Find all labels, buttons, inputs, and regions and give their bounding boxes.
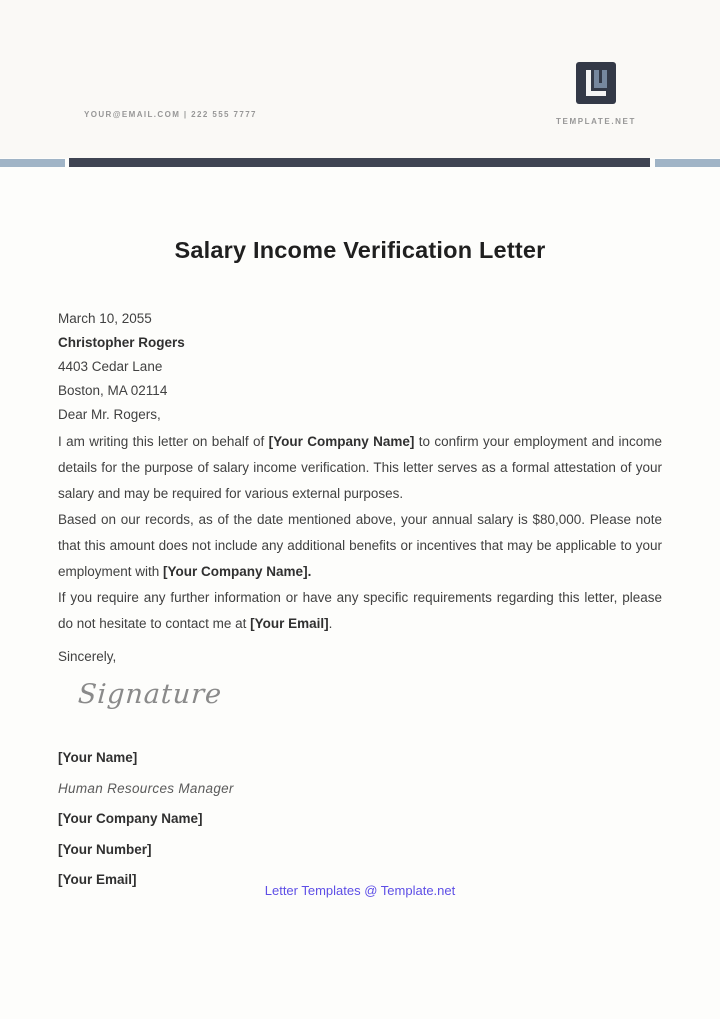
footer (0, 882, 720, 900)
signer-email: [Your Email] (58, 872, 137, 887)
signature-block (58, 743, 662, 896)
letter-paragraph: Based on our records, as of the date mentioned above, your annual salary is $80,000. Please note that this amount does not include any additional benefits or incentives that may be applicable to your employment with [Your Company Name]. (58, 512, 662, 579)
brand-name: TEMPLATE.NET (556, 117, 636, 126)
recipient-address-line2: Boston, MA 02114 (58, 383, 168, 398)
signer-name: [Your Name] (58, 750, 138, 765)
page-title: Salary Income Verification Letter (174, 237, 546, 263)
letter-paragraph: I am writing this letter on behalf of [Your Company Name] to confirm your employment and income details for the purpose of salary income verification. This letter serves as a formal attestation of your salary and may be required for various external purposes. (58, 434, 662, 501)
divider-dark-segment (69, 158, 650, 167)
brand-block (546, 62, 646, 126)
divider-left-segment (0, 159, 65, 167)
divider-bar (0, 158, 720, 168)
recipient-block (58, 307, 662, 427)
letter-date: March 10, 2055 (58, 311, 152, 326)
letter-content (58, 236, 662, 896)
letter-paragraph: If you require any further information or have any specific requirements regarding this letter, please do not hesitate to contact me at [Your Email]. (58, 590, 662, 631)
closing: Sincerely, (58, 649, 117, 664)
templatenet-logo-icon (576, 62, 616, 109)
recipient-name: Christopher Rogers (58, 335, 185, 350)
signer-company: [Your Company Name] (58, 811, 203, 826)
signature-script: Signature (76, 679, 224, 710)
footer-link[interactable]: Letter Templates @ Template.net (264, 883, 456, 898)
recipient-address-line1: 4403 Cedar Lane (58, 359, 163, 374)
signer-role: Human Resources Manager (58, 780, 234, 796)
salutation: Dear Mr. Rogers, (58, 407, 161, 422)
letter-paragraphs (58, 429, 662, 637)
header-band (0, 0, 720, 158)
divider-right-segment (655, 159, 720, 167)
header-contact: YOUR@EMAIL.COM | 222 555 7777 (84, 110, 257, 119)
signer-number: [Your Number] (58, 841, 152, 857)
